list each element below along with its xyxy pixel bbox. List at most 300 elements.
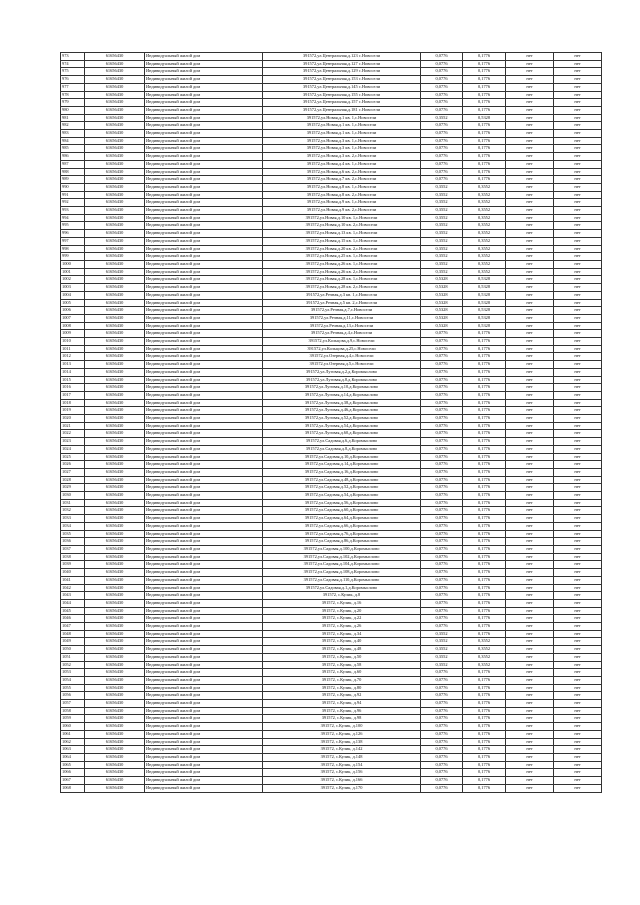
cell-object-type: Индивидуальный жилой дом — [145, 122, 263, 130]
cell-value-b: 0,3552 — [463, 260, 506, 268]
cell-value-b: 0,1776 — [463, 584, 506, 592]
cell-flag-a: нет — [506, 592, 554, 600]
cell-address: 391572, с.Кулик, д.20 — [263, 607, 421, 615]
cell-row-number: 1048 — [61, 630, 85, 638]
cell-row-number: 1051 — [61, 653, 85, 661]
cell-address: 391572, с.Кулик, д.148 — [263, 753, 421, 761]
table-row — [61, 615, 602, 623]
cell-object-type: Индивидуальный жилой дом — [145, 507, 263, 515]
table-row — [61, 499, 602, 507]
cell-object-type: Индивидуальный жилой дом — [145, 630, 263, 638]
cell-flag-a: нет — [506, 176, 554, 184]
cell-row-number: 1044 — [61, 599, 85, 607]
cell-row-number: 985 — [61, 145, 85, 153]
cell-address: 391572,ул.Садовая,д.16,д.Коромыслово — [263, 468, 421, 476]
cell-row-number: 981 — [61, 114, 85, 122]
cell-row-number: 1057 — [61, 700, 85, 708]
cell-address: 391572, с.Кулик, д.98 — [263, 715, 421, 723]
cell-row-number: 1050 — [61, 646, 85, 654]
cell-row-number: 1028 — [61, 476, 85, 484]
cell-flag-b: нет — [554, 176, 602, 184]
cell-value-b: 0,1776 — [463, 153, 506, 161]
cell-object-type: Индивидуальный жилой дом — [145, 599, 263, 607]
cell-object-type: Индивидуальный жилой дом — [145, 422, 263, 430]
cell-row-number: 987 — [61, 160, 85, 168]
cell-row-number: 1003 — [61, 284, 85, 292]
cell-value-a: 0,0776 — [421, 391, 463, 399]
cell-address: 391572,ул.Садовая,д.64,д.Коромыслово — [263, 515, 421, 523]
cell-flag-a: нет — [506, 661, 554, 669]
cell-value-a: 0,0776 — [421, 137, 463, 145]
table-row — [61, 430, 602, 438]
cell-row-number: 1006 — [61, 307, 85, 315]
cell-oktmo-code: 61656430 — [85, 99, 145, 107]
cell-flag-b: нет — [554, 260, 602, 268]
cell-value-a: 0,0776 — [421, 538, 463, 546]
cell-oktmo-code: 61656430 — [85, 361, 145, 369]
cell-flag-a: нет — [506, 183, 554, 191]
cell-flag-a: нет — [506, 607, 554, 615]
cell-oktmo-code: 61656430 — [85, 646, 145, 654]
table-row — [61, 399, 602, 407]
cell-flag-a: нет — [506, 245, 554, 253]
cell-address: 391572,ул.Новая,д.3 кв. 1,с.Новосели — [263, 137, 421, 145]
table-row — [61, 68, 602, 76]
table-body — [61, 53, 602, 793]
cell-value-a: 0,0776 — [421, 484, 463, 492]
cell-oktmo-code: 61656430 — [85, 522, 145, 530]
cell-value-a: 0,3552 — [421, 260, 463, 268]
cell-value-a: 0,0776 — [421, 530, 463, 538]
cell-flag-b: нет — [554, 492, 602, 500]
cell-address: 391572, с.Кулик, д.50 — [263, 653, 421, 661]
table-row — [61, 738, 602, 746]
cell-oktmo-code: 61656430 — [85, 569, 145, 577]
cell-address: 391572, с.Кулик, д.40 — [263, 638, 421, 646]
cell-row-number: 1000 — [61, 260, 85, 268]
cell-value-a: 0,0776 — [421, 507, 463, 515]
cell-flag-a: нет — [506, 569, 554, 577]
table-row — [61, 553, 602, 561]
cell-flag-b: нет — [554, 707, 602, 715]
cell-address: 391572,ул.Новая,д.26 кв. 2,с.Новосели — [263, 268, 421, 276]
cell-value-b: 0,1776 — [463, 530, 506, 538]
cell-value-b: 0,1776 — [463, 137, 506, 145]
cell-row-number: 1017 — [61, 391, 85, 399]
cell-row-number: 977 — [61, 83, 85, 91]
cell-address: 391572,ул.Новая,д.25 кв. 1,с.Новосели — [263, 253, 421, 261]
cell-object-type: Индивидуальный жилой дом — [145, 376, 263, 384]
cell-flag-b: нет — [554, 761, 602, 769]
cell-object-type: Индивидуальный жилой дом — [145, 607, 263, 615]
cell-oktmo-code: 61656430 — [85, 353, 145, 361]
cell-flag-a: нет — [506, 522, 554, 530]
cell-value-b: 0,1776 — [463, 130, 506, 138]
cell-flag-a: нет — [506, 268, 554, 276]
cell-object-type: Индивидуальный жилой дом — [145, 291, 263, 299]
cell-oktmo-code: 61656430 — [85, 700, 145, 708]
table-row — [61, 99, 602, 107]
cell-address: 391572,ул.Новая,д.9 кв. 1,с.Новосели — [263, 199, 421, 207]
cell-flag-b: нет — [554, 207, 602, 215]
cell-flag-a: нет — [506, 615, 554, 623]
cell-flag-b: нет — [554, 353, 602, 361]
cell-value-b: 0,1776 — [463, 122, 506, 130]
table-row — [61, 176, 602, 184]
cell-flag-a: нет — [506, 476, 554, 484]
cell-flag-a: нет — [506, 723, 554, 731]
cell-address: 391572,ул.Садовая,д.6,д.Коромыслово — [263, 438, 421, 446]
cell-value-b: 0,5328 — [463, 314, 506, 322]
cell-address: 391572,ул.Центральная,д.145 с.Новосели — [263, 83, 421, 91]
cell-object-type: Индивидуальный жилой дом — [145, 777, 263, 785]
cell-oktmo-code: 61656430 — [85, 738, 145, 746]
cell-address: 391572,ул.Луговая,д.60,д.Коромыслово — [263, 430, 421, 438]
table-row — [61, 676, 602, 684]
cell-value-a: 0,3552 — [421, 268, 463, 276]
table-row — [61, 153, 602, 161]
cell-flag-b: нет — [554, 592, 602, 600]
cell-flag-a: нет — [506, 492, 554, 500]
cell-flag-a: нет — [506, 453, 554, 461]
cell-flag-a: нет — [506, 222, 554, 230]
cell-value-b: 0,1776 — [463, 492, 506, 500]
cell-flag-b: нет — [554, 222, 602, 230]
cell-value-b: 0,3552 — [463, 653, 506, 661]
cell-flag-a: нет — [506, 376, 554, 384]
cell-row-number: 1009 — [61, 330, 85, 338]
cell-value-b: 0,1776 — [463, 738, 506, 746]
table-row — [61, 592, 602, 600]
cell-oktmo-code: 61656430 — [85, 322, 145, 330]
table-row — [61, 183, 602, 191]
cell-address: 391572,ул.Луговая,д.10,д.Коромыслово — [263, 384, 421, 392]
cell-flag-b: нет — [554, 669, 602, 677]
cell-object-type: Индивидуальный жилой дом — [145, 623, 263, 631]
cell-row-number: 1022 — [61, 430, 85, 438]
cell-oktmo-code: 61656430 — [85, 476, 145, 484]
cell-flag-a: нет — [506, 338, 554, 346]
cell-row-number: 1013 — [61, 361, 85, 369]
cell-value-b: 0,1776 — [463, 145, 506, 153]
cell-oktmo-code: 61656430 — [85, 376, 145, 384]
cell-flag-a: нет — [506, 106, 554, 114]
cell-object-type: Индивидуальный жилой дом — [145, 53, 263, 61]
cell-flag-a: нет — [506, 160, 554, 168]
cell-value-b: 0,5328 — [463, 114, 506, 122]
table-row — [61, 415, 602, 423]
cell-oktmo-code: 61656430 — [85, 553, 145, 561]
cell-flag-a: нет — [506, 553, 554, 561]
cell-object-type: Индивидуальный жилой дом — [145, 361, 263, 369]
cell-address: 391572,ул.Озерная,д.5,с.Новосели — [263, 361, 421, 369]
cell-object-type: Индивидуальный жилой дом — [145, 584, 263, 592]
cell-oktmo-code: 61656430 — [85, 415, 145, 423]
cell-object-type: Индивидуальный жилой дом — [145, 76, 263, 84]
cell-flag-b: нет — [554, 646, 602, 654]
cell-oktmo-code: 61656430 — [85, 114, 145, 122]
cell-flag-b: нет — [554, 191, 602, 199]
cell-value-a: 0,3552 — [421, 199, 463, 207]
cell-object-type: Индивидуальный жилой дом — [145, 384, 263, 392]
cell-object-type: Индивидуальный жилой дом — [145, 669, 263, 677]
cell-flag-b: нет — [554, 730, 602, 738]
cell-oktmo-code: 61656430 — [85, 422, 145, 430]
cell-value-b: 0,1776 — [463, 168, 506, 176]
cell-oktmo-code: 61656430 — [85, 338, 145, 346]
cell-flag-a: нет — [506, 114, 554, 122]
cell-value-a: 0,0776 — [421, 91, 463, 99]
cell-row-number: 1034 — [61, 522, 85, 530]
cell-flag-a: нет — [506, 669, 554, 677]
table-row — [61, 561, 602, 569]
cell-oktmo-code: 61656430 — [85, 83, 145, 91]
cell-value-b: 0,3552 — [463, 237, 506, 245]
cell-value-a: 0,0776 — [421, 499, 463, 507]
cell-flag-a: нет — [506, 630, 554, 638]
table-row — [61, 715, 602, 723]
table-row — [61, 784, 602, 792]
cell-value-b: 0,5328 — [463, 299, 506, 307]
cell-flag-b: нет — [554, 199, 602, 207]
cell-flag-a: нет — [506, 422, 554, 430]
table-row — [61, 76, 602, 84]
cell-value-b: 0,1776 — [463, 599, 506, 607]
cell-value-a: 0,0776 — [421, 384, 463, 392]
cell-flag-a: нет — [506, 83, 554, 91]
cell-value-b: 0,1776 — [463, 330, 506, 338]
cell-value-a: 0,0776 — [421, 330, 463, 338]
cell-address: 391572,ул.Новая,д.7 кв. 2,с.Новосели — [263, 176, 421, 184]
table-row — [61, 623, 602, 631]
cell-row-number: 1030 — [61, 492, 85, 500]
table-row — [61, 268, 602, 276]
cell-oktmo-code: 61656430 — [85, 507, 145, 515]
cell-address: 391572,ул.Садовая,д.52,д.Коромыслово — [263, 484, 421, 492]
cell-flag-b: нет — [554, 168, 602, 176]
table-row — [61, 653, 602, 661]
cell-value-b: 0,1776 — [463, 707, 506, 715]
cell-object-type: Индивидуальный жилой дом — [145, 207, 263, 215]
cell-object-type: Индивидуальный жилой дом — [145, 222, 263, 230]
table-row — [61, 461, 602, 469]
cell-address: 391572,ул.Новая,д.20 кв. 2,с.Новосели — [263, 245, 421, 253]
cell-value-a: 0,0776 — [421, 753, 463, 761]
cell-address: 391572, с.Кулик, д.100 — [263, 723, 421, 731]
cell-value-b: 0,1776 — [463, 345, 506, 353]
cell-value-a: 0,0776 — [421, 399, 463, 407]
cell-value-a: 0,0776 — [421, 53, 463, 61]
cell-flag-a: нет — [506, 230, 554, 238]
table-row — [61, 168, 602, 176]
cell-row-number: 1011 — [61, 345, 85, 353]
cell-flag-b: нет — [554, 661, 602, 669]
cell-row-number: 984 — [61, 137, 85, 145]
cell-oktmo-code: 61656430 — [85, 599, 145, 607]
cell-flag-a: нет — [506, 168, 554, 176]
cell-flag-a: нет — [506, 314, 554, 322]
cell-flag-b: нет — [554, 538, 602, 546]
table-row — [61, 299, 602, 307]
table-row — [61, 692, 602, 700]
cell-row-number: 1040 — [61, 569, 85, 577]
cell-flag-b: нет — [554, 438, 602, 446]
cell-oktmo-code: 61656430 — [85, 707, 145, 715]
cell-value-a: 0,0776 — [421, 707, 463, 715]
cell-address: 391572,ул.Садовая,д.104,д.Коромыслово — [263, 561, 421, 569]
cell-object-type: Индивидуальный жилой дом — [145, 700, 263, 708]
cell-address: 391572,ул.Кольцова,д.25,с.Новосели — [263, 345, 421, 353]
cell-flag-b: нет — [554, 746, 602, 754]
cell-value-a: 0,0776 — [421, 784, 463, 792]
cell-oktmo-code: 61656430 — [85, 492, 145, 500]
table-row — [61, 376, 602, 384]
cell-flag-b: нет — [554, 268, 602, 276]
cell-value-b: 0,1776 — [463, 499, 506, 507]
cell-oktmo-code: 61656430 — [85, 284, 145, 292]
cell-flag-b: нет — [554, 638, 602, 646]
cell-oktmo-code: 61656430 — [85, 222, 145, 230]
cell-oktmo-code: 61656430 — [85, 746, 145, 754]
cell-flag-a: нет — [506, 253, 554, 261]
cell-value-a: 0,0776 — [421, 492, 463, 500]
cell-flag-a: нет — [506, 646, 554, 654]
table-row — [61, 630, 602, 638]
cell-value-b: 0,1776 — [463, 623, 506, 631]
cell-object-type: Индивидуальный жилой дом — [145, 569, 263, 577]
cell-flag-b: нет — [554, 738, 602, 746]
cell-flag-b: нет — [554, 684, 602, 692]
cell-object-type: Индивидуальный жилой дом — [145, 114, 263, 122]
cell-value-a: 0,0776 — [421, 615, 463, 623]
cell-address: 391572,ул.Новая,д.26 кв. 1,с.Новосели — [263, 260, 421, 268]
cell-flag-b: нет — [554, 576, 602, 584]
cell-object-type: Индивидуальный жилой дом — [145, 684, 263, 692]
cell-value-a: 0,0776 — [421, 153, 463, 161]
cell-flag-b: нет — [554, 445, 602, 453]
cell-value-b: 0,1776 — [463, 160, 506, 168]
cell-object-type: Индивидуальный жилой дом — [145, 430, 263, 438]
cell-value-b: 0,1776 — [463, 746, 506, 754]
cell-row-number: 1024 — [61, 445, 85, 453]
cell-flag-b: нет — [554, 584, 602, 592]
cell-row-number: 1018 — [61, 399, 85, 407]
cell-address: 391572, с.Кулик, д.58 — [263, 661, 421, 669]
cell-row-number: 996 — [61, 230, 85, 238]
table-row — [61, 576, 602, 584]
cell-flag-b: нет — [554, 130, 602, 138]
cell-row-number: 989 — [61, 176, 85, 184]
cell-row-number: 1043 — [61, 592, 85, 600]
cell-value-b: 0,1776 — [463, 99, 506, 107]
cell-row-number: 1036 — [61, 538, 85, 546]
cell-row-number: 1064 — [61, 753, 85, 761]
cell-value-b: 0,1776 — [463, 430, 506, 438]
cell-flag-b: нет — [554, 160, 602, 168]
cell-address: 391572,ул.Луговая,д.8,д.Коромыслово — [263, 376, 421, 384]
cell-flag-b: нет — [554, 291, 602, 299]
table-row — [61, 646, 602, 654]
cell-object-type: Индивидуальный жилой дом — [145, 692, 263, 700]
cell-oktmo-code: 61656430 — [85, 276, 145, 284]
cell-row-number: 1023 — [61, 438, 85, 446]
cell-flag-a: нет — [506, 191, 554, 199]
cell-address: 391572,ул.Садовая,д.14,д.Коромыслово — [263, 461, 421, 469]
cell-flag-a: нет — [506, 538, 554, 546]
cell-oktmo-code: 61656430 — [85, 715, 145, 723]
cell-value-b: 0,5328 — [463, 291, 506, 299]
cell-flag-b: нет — [554, 276, 602, 284]
cell-oktmo-code: 61656430 — [85, 615, 145, 623]
cell-oktmo-code: 61656430 — [85, 191, 145, 199]
cell-flag-b: нет — [554, 245, 602, 253]
cell-object-type: Индивидуальный жилой дом — [145, 415, 263, 423]
cell-value-a: 0,0776 — [421, 168, 463, 176]
cell-row-number: 1055 — [61, 684, 85, 692]
cell-flag-b: нет — [554, 692, 602, 700]
cell-flag-a: нет — [506, 407, 554, 415]
table-row — [61, 584, 602, 592]
cell-value-a: 0,3552 — [421, 253, 463, 261]
cell-value-a: 0,0776 — [421, 160, 463, 168]
cell-value-b: 0,1776 — [463, 91, 506, 99]
cell-value-a: 0,0776 — [421, 730, 463, 738]
cell-flag-b: нет — [554, 322, 602, 330]
cell-flag-a: нет — [506, 761, 554, 769]
cell-flag-a: нет — [506, 507, 554, 515]
cell-value-a: 0,3552 — [421, 230, 463, 238]
cell-value-a: 0,0776 — [421, 453, 463, 461]
cell-flag-a: нет — [506, 700, 554, 708]
cell-value-a: 0,0776 — [421, 83, 463, 91]
cell-value-a: 0,0776 — [421, 746, 463, 754]
cell-flag-a: нет — [506, 276, 554, 284]
cell-oktmo-code: 61656430 — [85, 384, 145, 392]
cell-row-number: 1016 — [61, 384, 85, 392]
cell-row-number: 973 — [61, 53, 85, 61]
cell-address: 391572,ул.Речная,д.5 кв. 2,с.Новосели — [263, 299, 421, 307]
cell-flag-a: нет — [506, 137, 554, 145]
cell-flag-a: нет — [506, 753, 554, 761]
cell-address: 391572, с.Кулик, д.22 — [263, 615, 421, 623]
cell-value-a: 0,0776 — [421, 777, 463, 785]
cell-value-b: 0,3552 — [463, 191, 506, 199]
cell-flag-a: нет — [506, 307, 554, 315]
cell-flag-b: нет — [554, 476, 602, 484]
cell-row-number: 1049 — [61, 638, 85, 646]
cell-value-a: 0,0776 — [421, 445, 463, 453]
cell-object-type: Индивидуальный жилой дом — [145, 60, 263, 68]
cell-address: 391572, с.Кулик, д.26 — [263, 623, 421, 631]
cell-value-b: 0,3552 — [463, 222, 506, 230]
cell-value-b: 0,1776 — [463, 422, 506, 430]
table-row — [61, 484, 602, 492]
cell-oktmo-code: 61656430 — [85, 445, 145, 453]
table-row — [61, 669, 602, 677]
cell-value-b: 0,1776 — [463, 507, 506, 515]
cell-object-type: Индивидуальный жилой дом — [145, 245, 263, 253]
cell-oktmo-code: 61656430 — [85, 515, 145, 523]
table-row — [61, 361, 602, 369]
cell-flag-a: нет — [506, 291, 554, 299]
cell-flag-a: нет — [506, 515, 554, 523]
cell-address: 391572,ул.Новая,д.6 кв. 2,с.Новосели — [263, 168, 421, 176]
table-row — [61, 114, 602, 122]
cell-value-b: 0,1776 — [463, 60, 506, 68]
cell-flag-a: нет — [506, 738, 554, 746]
cell-row-number: 990 — [61, 183, 85, 191]
cell-row-number: 979 — [61, 99, 85, 107]
